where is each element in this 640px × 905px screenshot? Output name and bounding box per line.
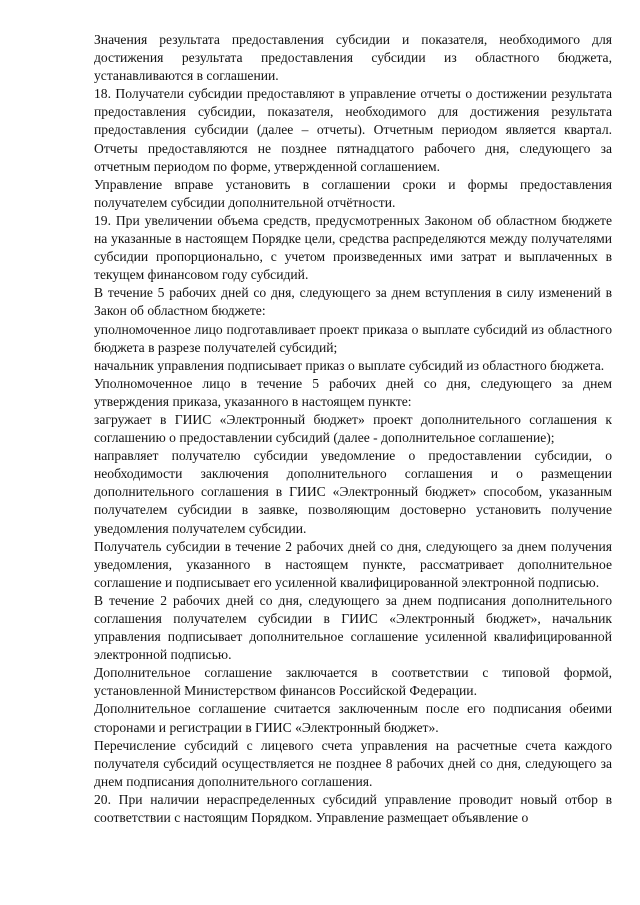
- paragraph: 18. Получатели субсидии предоставляют в управление отчеты о достижении результата предоставления субсидии, показателя, необходимого для достижения результата предоставления субсидии (далее – отчеты). Отчетным периодом является квартал. Отчеты предоставляются не позднее пятнадцатого рабочего дня, следующего за отчетным периодом по форме, утвержденной соглашением.: [94, 86, 612, 174]
- paragraph: Управление вправе установить в соглашении сроки и формы предоставления получателем субсидии дополнительной отчётности.: [94, 176, 612, 210]
- paragraph: загружает в ГИИС «Электронный бюджет» проект дополнительного соглашения к соглашению о предоставлении субсидий (далее - дополнительное соглашение);: [94, 411, 612, 446]
- paragraph: Дополнительное соглашение считается заключенным после его подписания обеими сторонами и регистрации в ГИИС «Электронный бюджет».: [94, 701, 612, 735]
- paragraph: Уполномоченное лицо в течение 5 рабочих дней со дня, следующего за днем утверждения приказа, указанного в настоящем пункте:: [94, 375, 612, 409]
- paragraph: направляет получателю субсидии уведомление о предоставлении субсидии, о необходимости заключения дополнительного соглашения и о размещении дополнительного соглашения в ГИИС «Электронный бюджет» способом, указанным получателем субсидии в заявке, позволяющим достоверно установить получение уведомления получателем субсидии.: [94, 448, 612, 536]
- paragraph: Перечисление субсидий с лицевого счета управления на расчетные счета каждого получателя субсидий осуществляется не позднее 8 рабочих дней со дня, следующего за днем подписания дополнительного соглашения.: [94, 737, 612, 789]
- paragraph: Дополнительное соглашение заключается в соответствии с типовой формой, установленной Министерством финансов Российской Федерации.: [94, 665, 612, 699]
- paragraph: Получатель субсидии в течение 2 рабочих дней со дня, следующего за днем получения уведомления, указанного в настоящем пункте, рассматривает дополнительное соглашение и подписывает его усиленной квалифицированной электронной подписью.: [94, 538, 612, 590]
- paragraph: уполномоченное лицо подготавливает проект приказа о выплате субсидий из областного бюджета в разрезе получателей субсидий;: [94, 321, 612, 355]
- paragraph: Значения результата предоставления субсидии и показателя, необходимого для достижения результата предоставления субсидии из областного бюджета, устанавливаются в соглашении.: [94, 32, 612, 84]
- paragraph: В течение 5 рабочих дней со дня, следующего за днем вступления в силу изменений в Закон об областном бюджете:: [94, 285, 612, 319]
- document-body: [94, 31, 612, 827]
- paragraph: В течение 2 рабочих дней со дня, следующего за днем подписания дополнительного соглашения получателем субсидии в ГИИС «Электронный бюджет», начальник управления подписывает дополнительное соглашение усиленной квалифицированной электронной подписью.: [94, 592, 612, 663]
- paragraph: 19. При увеличении объема средств, предусмотренных Законом об областном бюджете на указанные в настоящем Порядке цели, средства распределяются между получателями субсидии пропорционально, с учетом произведенных ими затрат и выплаченных в текущем финансовом году субсидий.: [94, 212, 612, 283]
- paragraph: 20. При наличии нераспределенных субсидий управление проводит новый отбор в соответствии с настоящим Порядком. Управление размещает объявление о: [94, 791, 612, 826]
- paragraph: начальник управления подписывает приказ о выплате субсидий из областного бюджета.: [94, 357, 605, 373]
